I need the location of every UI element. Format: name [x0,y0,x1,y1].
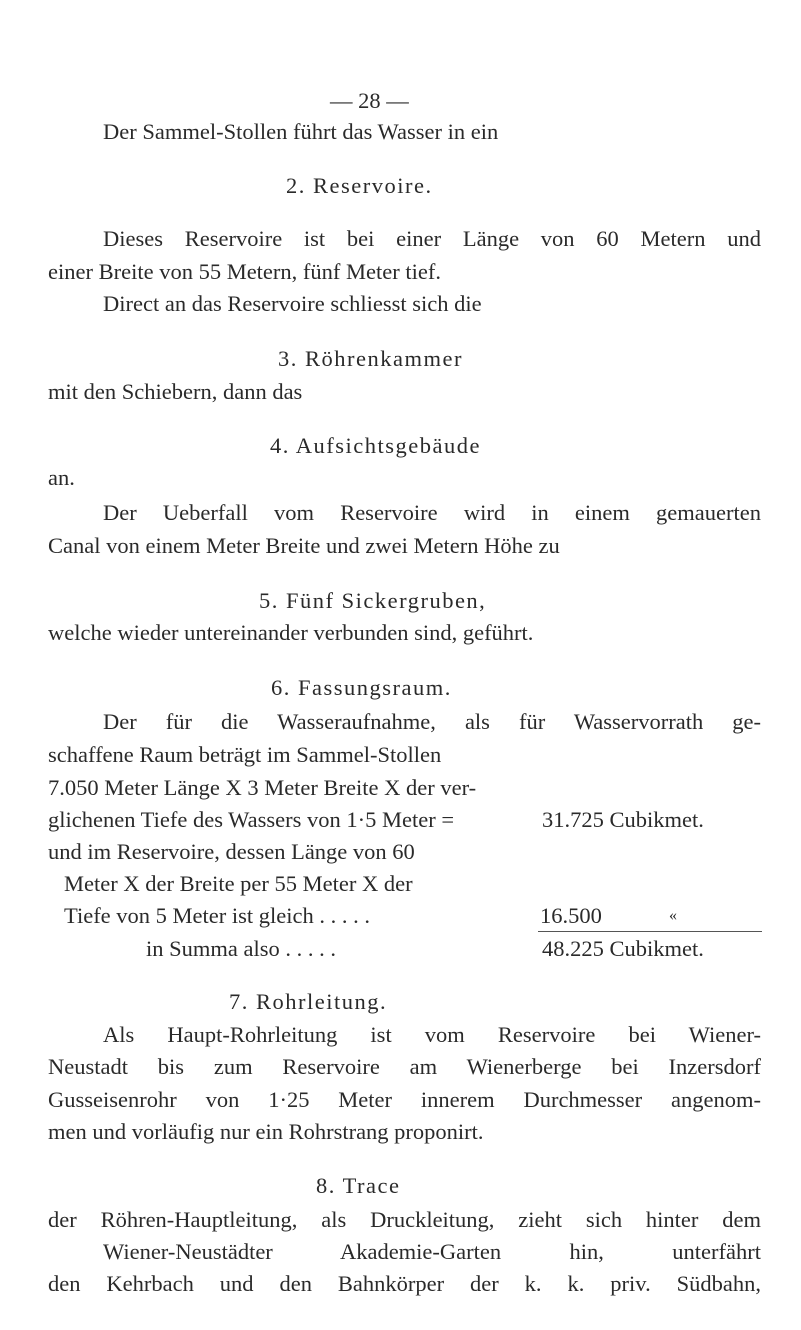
text-line: Als Haupt-Rohrleitung ist vom Reservoire bei Wiener- [103,1022,761,1047]
text-line: welche wieder untereinander verbunden sind, geführt. [48,620,534,645]
text-line: und im Reservoire, dessen Länge von 60 [48,839,415,864]
section-heading-aufsichtsgebaeude: 4. Aufsichtsgebäude [270,433,481,458]
text-line: men und vorläufig nur ein Rohrstrang proponirt. [48,1119,484,1144]
text-line: in Summa also . . . . . [146,936,336,961]
text-line: an. [48,465,75,490]
text-line: Wiener-Neustädter Akademie-Garten hin, unterfährt [103,1239,761,1264]
volume-stollen: 31.725 Cubikmet. [542,807,704,832]
section-heading-reservoire: 2. Reservoire. [286,173,433,198]
text-line: Tiefe von 5 Meter ist gleich . . . . . [64,903,371,928]
section-heading-sickergruben: 5. Fünf Sickergruben, [259,588,487,613]
section-heading-roehrenkammer: 3. Röhrenkammer [278,346,463,371]
text-line: Dieses Reservoire ist bei einer Länge von 60 Metern und [103,226,761,251]
ditto-mark: « [669,907,677,924]
text-line: Meter X der Breite per 55 Meter X der [64,871,413,896]
text-line: schaffene Raum beträgt im Sammel-Stollen [48,742,442,767]
text-line: der Röhren-Hauptleitung, als Druckleitung, zieht sich hinter dem [48,1207,761,1232]
sum-rule [538,931,762,932]
text-line: den Kehrbach und den Bahnkörper der k. k. priv. Südbahn, [48,1271,761,1296]
text-line: Der Ueberfall vom Reservoire wird in einem gemauerten [103,500,761,525]
volume-summa: 48.225 Cubikmet. [542,936,704,961]
text-line: Direct an das Reservoire schliesst sich die [103,291,482,316]
text-line: glichenen Tiefe des Wassers von 1·5 Meter = [48,807,455,832]
text-line: mit den Schiebern, dann das [48,379,303,404]
volume-reservoire: 16.500 [540,903,602,928]
section-heading-fassungsraum: 6. Fassungsraum. [271,675,452,700]
text-line: Der für die Wasseraufnahme, als für Wasservorrath ge- [103,709,761,734]
text-line: Canal von einem Meter Breite und zwei Metern Höhe zu [48,533,560,558]
page-number: — 28 — [330,88,409,113]
text-line: 7.050 Meter Länge X 3 Meter Breite X der ver- [48,775,477,800]
text-line: einer Breite von 55 Metern, fünf Meter tief. [48,259,441,284]
section-heading-rohrleitung: 7. Rohrleitung. [229,989,388,1014]
text-line: Gusseisenrohr von 1·25 Meter innerem Durchmesser angenom- [48,1087,761,1112]
text-line: Der Sammel-Stollen führt das Wasser in ein [103,119,499,144]
text-line: Neustadt bis zum Reservoire am Wienerberge bei Inzersdorf [48,1054,761,1079]
section-heading-trace: 8. Trace [316,1173,401,1198]
